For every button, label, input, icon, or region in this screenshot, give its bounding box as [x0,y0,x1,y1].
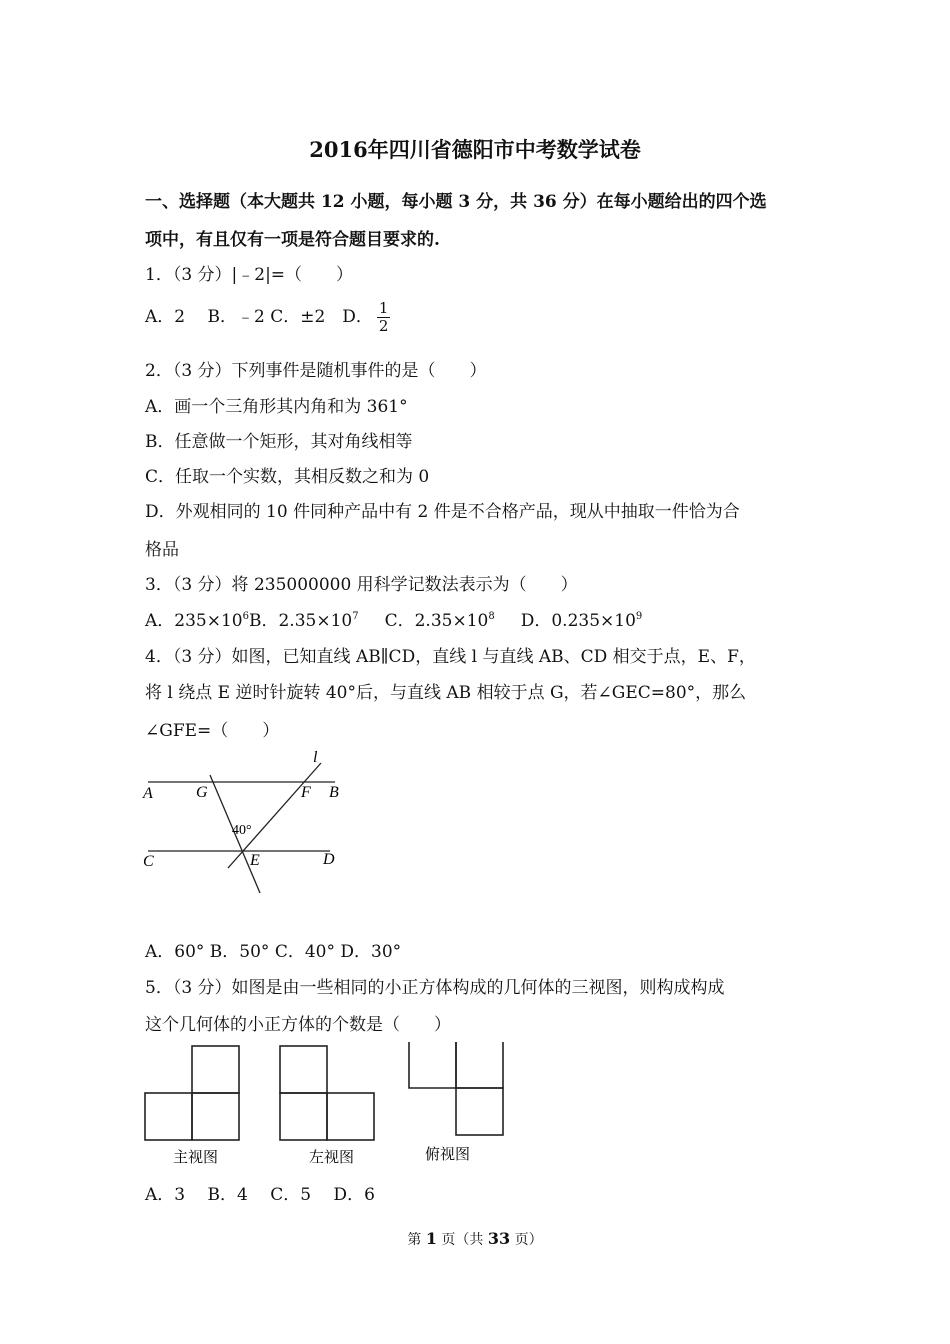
label-angle-40: 40° [232,823,252,838]
q3-option-b-exp: 7 [352,611,359,622]
label-g: G [196,784,208,801]
top-view-cell [409,1042,456,1088]
front-view [145,1046,239,1140]
q4-stem-line2: 将 l 绕点 E 逆时针旋转 40°后，与直线 AB 相较于点 G，若∠GEC=80°，那么 [145,683,747,703]
q3-option-c-exp: 8 [488,611,495,622]
footer-pre: 第 [407,1232,426,1248]
left-view-cell [327,1093,374,1140]
top-view [409,1042,503,1135]
q3-stem: 3．（3 分）将 235000000 用科学记数法表示为（ ） [145,575,578,595]
left-view-cell [280,1093,327,1140]
footer-post: 页） [510,1232,543,1248]
left-view-label: 左视图 [309,1148,355,1166]
q5-stem-line1: 5．（3 分）如图是由一些相同的小正方体构成的几何体的三视图，则构成构成 [145,978,725,998]
q5-options: A．3 B．4 C．5 D．6 [145,1185,375,1205]
front-view-cell [192,1046,239,1093]
q1-stem: 1．（3 分）|﹣2|=（ ） [145,265,354,285]
q2-stem: 2．（3 分）下列事件是随机事件的是（ ） [145,361,487,381]
q2-option-a: A．画一个三角形其内角和为 361° [145,397,408,417]
q3-option-a: A．235×10 [145,611,243,631]
label-e: E [250,852,260,869]
label-a: A [143,785,153,802]
q1-frac-numerator: 1 [378,299,389,317]
q5-stem-line2: 这个几何体的小正方体的个数是（ ） [145,1015,451,1035]
front-view-cell [192,1093,239,1140]
label-l: l [313,749,318,766]
q4-options: A．60° B．50° C．40° D．30° [145,942,402,962]
q4-stem-line1: 4．（3 分）如图，已知直线 AB∥CD，直线 l 与直线 AB、CD 相交于点，E、F， [145,647,756,667]
q1-frac-denominator: 2 [378,317,389,335]
section-heading-line1: 一、选择题（本大题共 12 小题，每小题 3 分，共 36 分）在每小题给出的四个选 [145,192,767,212]
q3-option-b: B．2.35×10 [248,611,353,631]
q3-option-c: C．2.35×10 [384,611,489,631]
q2-option-b: B．任意做一个矩形，其对角线相等 [145,432,413,452]
q2-option-d-line1: D．外观相同的 10 件同种产品中有 2 件是不合格产品，现从中抽取一件恰为合 [145,502,740,522]
footer-mid: 页（共 [436,1232,488,1248]
front-view-label: 主视图 [173,1148,219,1166]
section-heading-line2: 项中，有且仅有一项是符合题目要求的. [145,230,440,250]
left-view [280,1046,374,1140]
q4-stem-line3: ∠GFE=（ ） [145,721,280,741]
footer-page-number: 1 [425,1229,437,1248]
q3-option-d-exp: 9 [635,611,643,622]
q2-option-c: C．任取一个实数，其相反数之和为 0 [145,467,430,487]
q1-options-text: A．2 B．﹣2 C．±2 D． [145,307,373,327]
q3-option-d: D．0.235×10 [520,611,636,631]
page-footer [0,1229,950,1249]
exam-title: 2016年四川省德阳市中考数学试卷 [309,137,641,162]
left-view-cell [280,1046,327,1093]
label-b: B [329,784,339,801]
front-view-cell [145,1093,192,1140]
label-f: F [301,784,311,801]
top-view-cell [456,1088,503,1135]
label-d: D [323,851,335,868]
footer-page-total: 33 [487,1229,511,1248]
q2-option-d-line2: 格品 [145,540,179,560]
top-view-label: 俯视图 [425,1145,471,1163]
top-view-cell [456,1042,503,1088]
q3-option-a-exp: 6 [242,611,249,622]
label-c: C [143,853,154,870]
